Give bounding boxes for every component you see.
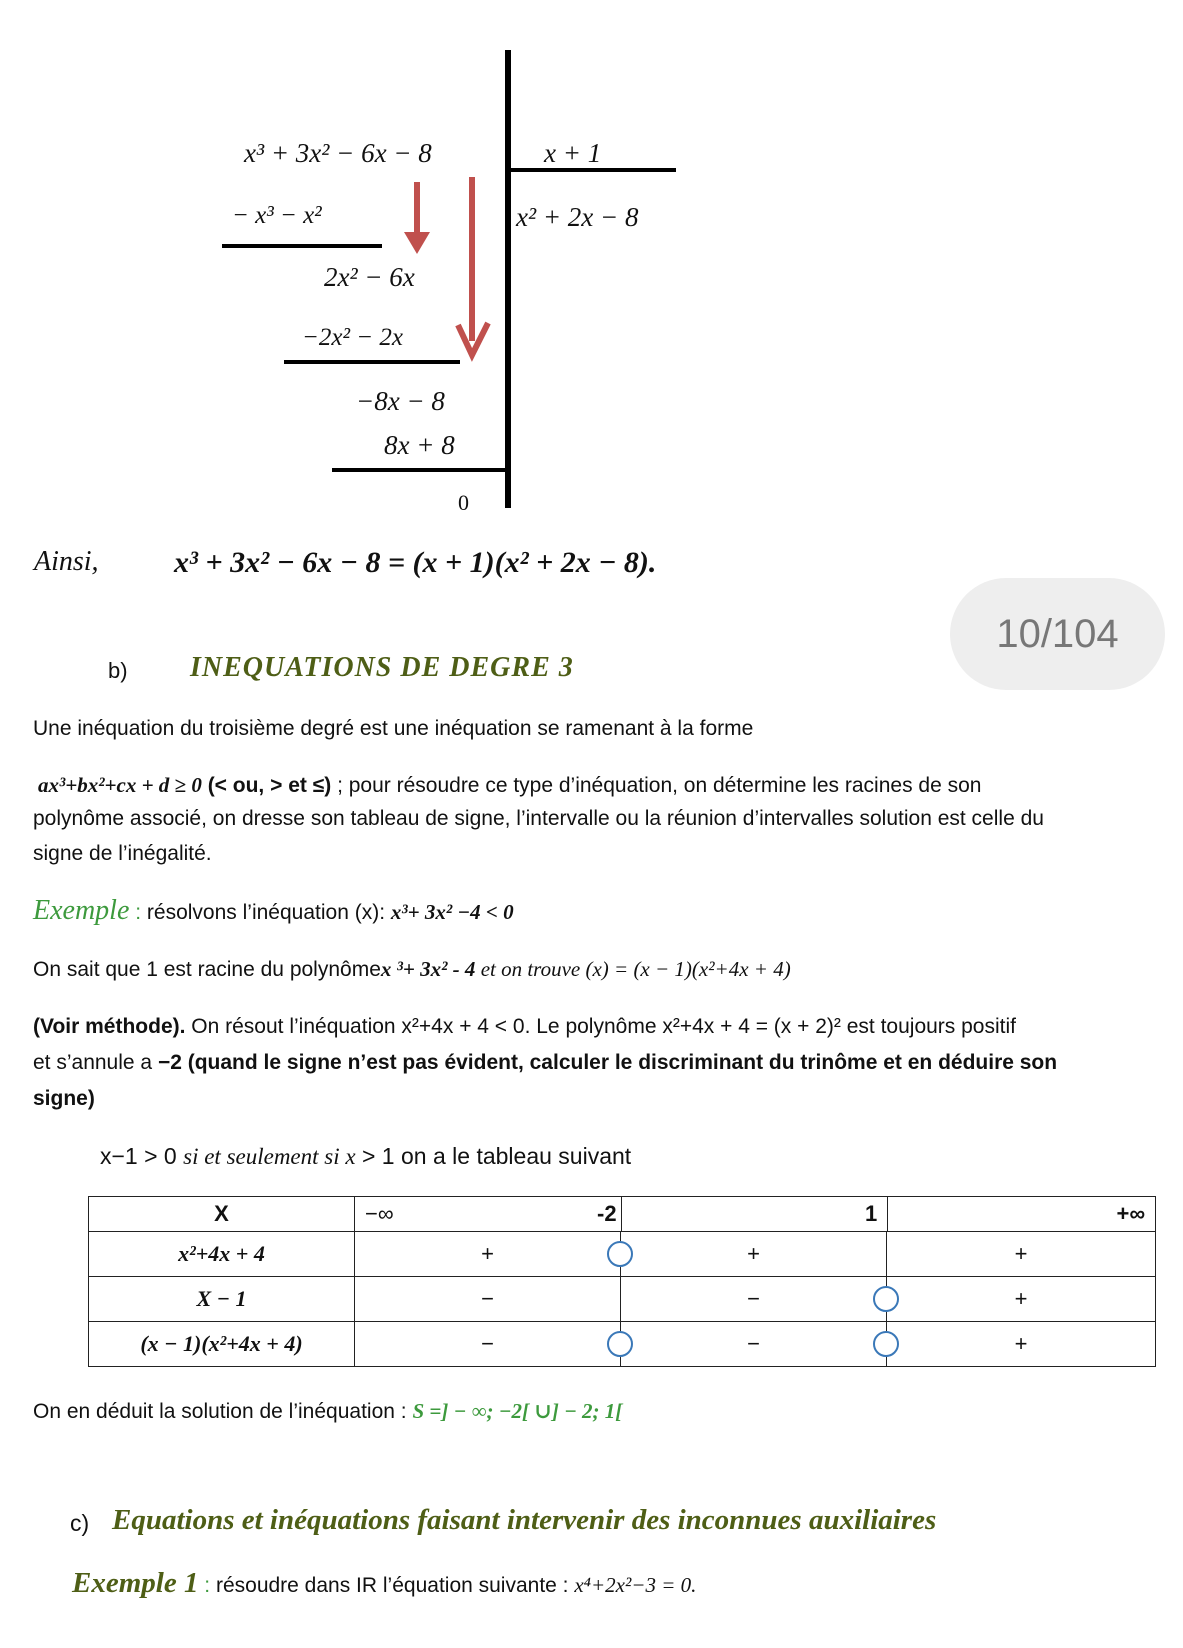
exemple-1-colon: : xyxy=(198,1574,216,1597)
table-header-row xyxy=(89,1197,1156,1232)
final-remainder: 0 xyxy=(458,490,469,515)
row-label-product: (x − 1)(x²+4x + 4) xyxy=(89,1322,355,1367)
table-row xyxy=(89,1277,1156,1322)
bring-down-arrow-icon xyxy=(454,175,494,365)
known-line xyxy=(33,956,791,983)
sign-value: − xyxy=(481,1286,494,1311)
root-1: 1 xyxy=(865,1201,878,1226)
root-minus-2: -2 xyxy=(597,1201,617,1226)
exemple-text: résolvons l’inéquation (x): xyxy=(146,901,391,924)
table-row xyxy=(89,1322,1156,1367)
sign-value: − xyxy=(481,1331,494,1356)
header-separator xyxy=(887,1197,888,1231)
form-paren: (< ou, > et ≤) xyxy=(207,774,332,797)
header-separator xyxy=(621,1197,622,1231)
sign-cell xyxy=(621,1277,887,1322)
sign-cell xyxy=(355,1322,621,1367)
exemple-1-label: Exemple 1 xyxy=(72,1567,199,1599)
page-number-badge[interactable]: 10/104 xyxy=(950,578,1165,690)
form-line-3: signe de l’inégalité. xyxy=(33,842,212,865)
cond-a: x−1 > 0 xyxy=(100,1143,184,1169)
sign-cell xyxy=(355,1277,621,1322)
intro-line: Une inéquation du troisième degré est une inéquation se ramenant à la forme xyxy=(33,717,754,740)
cond-d: on a le tableau suivant xyxy=(401,1143,632,1169)
method-root: −2 xyxy=(157,1051,182,1074)
sign-value: + xyxy=(481,1241,494,1266)
known-poly: x ³+ 3x² - 4 xyxy=(380,957,476,981)
sign-cell xyxy=(621,1322,887,1367)
cond-c: > 1 xyxy=(355,1143,401,1169)
sign-value: − xyxy=(747,1331,760,1356)
step-1-underline xyxy=(222,244,382,248)
method-note: (quand le signe n’est pas évident, calculer le discriminant du trinôme et en déduire son xyxy=(181,1051,1058,1074)
condition-line xyxy=(100,1143,631,1170)
cond-b: si et seulement si x xyxy=(183,1144,356,1169)
conclusion-prefix: Ainsi, xyxy=(34,546,99,577)
minus-infinity: −∞ xyxy=(365,1201,394,1226)
sign-value: − xyxy=(747,1286,760,1311)
division-vertical-bar xyxy=(505,50,511,508)
known-factorization: et on trouve (x) = (x − 1)(x²+4x + 4) xyxy=(475,957,791,981)
solution-set: S =] − ∞; −2[ ∪] − 2; 1[ xyxy=(412,1399,623,1423)
divisor: x + 1 xyxy=(544,138,602,168)
method-line-3: signe) xyxy=(33,1087,95,1110)
conclusion-formula: x³ + 3x² − 6x − 8 = (x + 1)(x² + 2x − 8). xyxy=(174,546,657,579)
header-label: X xyxy=(89,1197,355,1232)
sign-value: + xyxy=(1014,1241,1028,1266)
remainder-2: −8x − 8 xyxy=(356,386,445,416)
section-b-title: INEQUATIONS DE DEGRE 3 xyxy=(190,652,574,683)
method-bold: (Voir méthode). xyxy=(33,1015,186,1038)
remainder-1: 2x² − 6x xyxy=(324,262,415,292)
plus-infinity: +∞ xyxy=(1116,1201,1146,1226)
method-line-2 xyxy=(33,1050,1057,1076)
sign-cell xyxy=(887,1322,1156,1367)
exemple-1-math: x⁴+2x²−3 = 0. xyxy=(574,1573,697,1597)
exemple-1-line xyxy=(72,1567,697,1599)
solution-text: On en déduit la solution de l’inéquation : xyxy=(33,1400,413,1423)
exemple-label: Exemple xyxy=(33,895,130,926)
subtract-step-3: 8x + 8 xyxy=(384,430,455,460)
form-math: ax³+bx²+cx + d ≥ 0 xyxy=(38,773,202,797)
sign-cell xyxy=(887,1232,1156,1277)
method-text: On résout l’inéquation x²+4x + 4 < 0. Le polynôme x²+4x + 4 = (x + 2)² est toujours positif xyxy=(185,1015,1016,1038)
row-label-linear: X − 1 xyxy=(89,1277,355,1322)
sign-value: + xyxy=(1014,1286,1028,1311)
exemple-1-text: résoudre dans IR l’équation suivante : xyxy=(215,1574,575,1597)
sign-cell xyxy=(887,1277,1156,1322)
solution-line xyxy=(33,1398,622,1425)
sign-cell xyxy=(355,1232,621,1277)
row-label-trinomial: x²+4x + 4 xyxy=(89,1232,355,1277)
exemple-math: x³+ 3x² −4 < 0 xyxy=(390,900,514,924)
exemple-line xyxy=(33,895,514,926)
dividend: x³ + 3x² − 6x − 8 xyxy=(244,138,432,168)
section-c-marker: c) xyxy=(70,1510,90,1536)
sign-value: + xyxy=(1014,1331,1028,1356)
sign-cell xyxy=(621,1232,887,1277)
quotient: x² + 2x − 8 xyxy=(516,202,639,232)
section-c-title: Equations et inéquations faisant intervenir des inconnues auxiliaires xyxy=(112,1504,937,1536)
form-rest: ; pour résoudre ce type d’inéquation, on détermine les racines de son xyxy=(331,774,982,797)
form-line-1 xyxy=(38,772,981,799)
step-2-underline xyxy=(284,360,460,364)
step-3-underline xyxy=(332,468,508,472)
form-line-2: polynôme associé, on dresse son tableau de signe, l’intervalle ou la réunion d’intervalles solution est celle du xyxy=(33,807,1044,830)
table-row xyxy=(89,1232,1156,1277)
header-axis xyxy=(355,1197,1156,1232)
bring-down-arrow-icon xyxy=(400,180,434,258)
sign-value: + xyxy=(747,1241,760,1266)
section-b-marker: b) xyxy=(108,658,128,683)
known-text: On sait que 1 est racine du polynôme xyxy=(33,958,381,981)
sign-table xyxy=(88,1196,1156,1367)
exemple-colon: : xyxy=(129,901,147,924)
method-line-1 xyxy=(33,1014,1016,1040)
subtract-step-1: − x³ − x² xyxy=(232,202,322,229)
subtract-step-2: −2x² − 2x xyxy=(302,324,403,351)
method-line2a: et s’annule a xyxy=(33,1051,158,1074)
